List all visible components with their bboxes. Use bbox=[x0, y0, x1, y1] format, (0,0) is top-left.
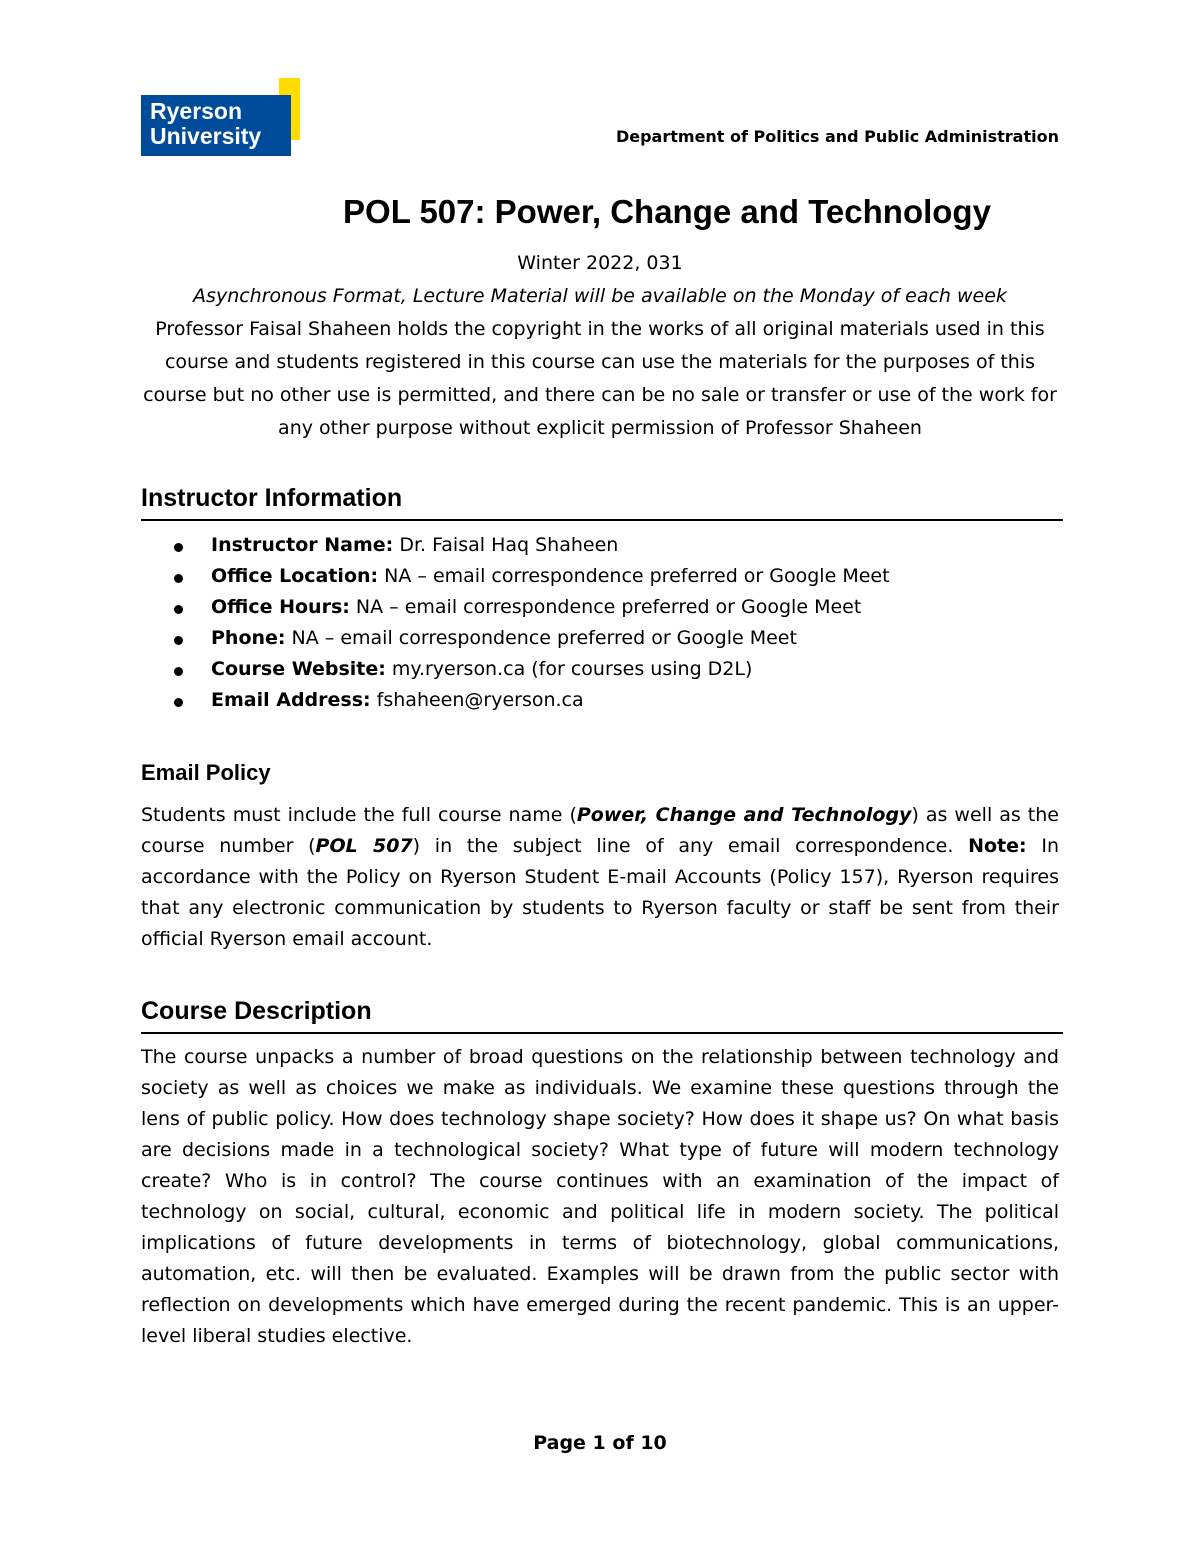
instructor-heading: Instructor Information bbox=[141, 484, 1063, 521]
logo-line-1: Ryerson bbox=[150, 98, 243, 124]
list-item bbox=[141, 685, 890, 716]
item-label: Email Address: bbox=[211, 689, 371, 711]
department-header: Department of Politics and Public Administration bbox=[615, 127, 1059, 146]
email-policy-heading: Email Policy bbox=[141, 760, 271, 785]
item-value: Dr. Faisal Haq Shaheen bbox=[393, 534, 619, 556]
list-item bbox=[141, 654, 890, 685]
copyright-notice: Professor Faisal Shaheen holds the copyright in the works of all original materials used in this course and students registered in this course can use the materials for the purposes of this course but no other use is permitted, and there can be no sale or transfer or use of the work for any other purpose without explicit permission of Professor Shaheen bbox=[143, 318, 1057, 439]
item-label: Office Location: bbox=[211, 565, 379, 587]
note-label: Note: bbox=[968, 835, 1027, 857]
text-segment: Students must include the full course name ( bbox=[141, 804, 577, 826]
course-description-heading: Course Description bbox=[141, 997, 1063, 1034]
list-item bbox=[141, 623, 890, 654]
item-value: NA – email correspondence preferred or Google Meet bbox=[349, 596, 862, 618]
course-term: Winter 2022, 031 bbox=[517, 252, 683, 274]
list-item bbox=[141, 561, 890, 592]
item-value: my.ryerson.ca (for courses using D2L) bbox=[385, 658, 753, 680]
course-description-text: The course unpacks a number of broad questions on the relationship between technology and society as well as choices we make as individuals. We examine these questions through the lens of public policy. How does technology shape society? How does it shape us? On what basis are decisions made in a technological society? What type of future will modern technology create? Who is in control? The course continues with an examination of the impact of technology on social, cultural, economic and political life in modern society. The political implications of future developments in terms of biotechnology, global communications, automation, etc. will then be evaluated. Examples will be drawn from the public sector with reflection on developments which have emerged during the recent pandemic. This is an upper-level liberal studies elective. bbox=[141, 1046, 1059, 1347]
item-value: NA – email correspondence preferred or Google Meet bbox=[378, 565, 890, 587]
item-label: Course Website: bbox=[211, 658, 386, 680]
list-item bbox=[141, 530, 890, 561]
email-policy-text bbox=[141, 800, 1059, 955]
text-segment: In accordance with the Policy on Ryerson Student E-mail Accounts (Policy 157), Ryerson requires that any electronic communication by students to Ryerson faculty or staff be sent from their official Ryerson email account. bbox=[141, 835, 1059, 950]
course-number: POL 507 bbox=[315, 835, 413, 857]
course-name: Power, Change and Technology bbox=[576, 804, 912, 826]
instructor-info-list bbox=[141, 530, 890, 716]
university-logo bbox=[141, 78, 301, 158]
item-label: Instructor Name: bbox=[211, 534, 394, 556]
bullet-icon bbox=[174, 543, 183, 552]
logo-line-2: University bbox=[150, 123, 262, 149]
bullet-icon bbox=[174, 667, 183, 676]
item-value: NA – email correspondence preferred or Google Meet bbox=[285, 627, 797, 649]
text-segment: ) in the subject line of any email correspondence. bbox=[412, 835, 969, 857]
bullet-icon bbox=[174, 574, 183, 583]
item-value: fshaheen@ryerson.ca bbox=[370, 689, 584, 711]
logo-wordmark bbox=[141, 95, 291, 156]
page-number: Page 1 of 10 bbox=[533, 1432, 667, 1454]
text-segment: ) as well as the course number ( bbox=[141, 804, 1059, 857]
bullet-icon bbox=[174, 698, 183, 707]
course-format: Asynchronous Format, Lecture Material will be available on the Monday of each week bbox=[193, 285, 1007, 307]
item-label: Office Hours: bbox=[211, 596, 350, 618]
course-intro bbox=[141, 247, 1059, 445]
bullet-icon bbox=[174, 605, 183, 614]
list-item bbox=[141, 592, 890, 623]
page-title: POL 507: Power, Change and Technology bbox=[343, 193, 991, 230]
item-label: Phone: bbox=[211, 627, 286, 649]
bullet-icon bbox=[174, 636, 183, 645]
